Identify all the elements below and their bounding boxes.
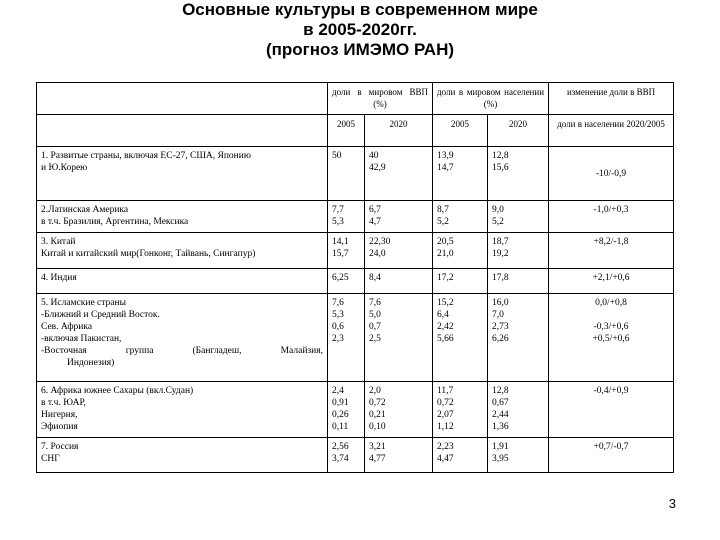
region-east-word: (Бангладеш,	[192, 346, 242, 356]
gdp2005-cell	[328, 438, 365, 473]
pop2005-value: 8,7	[437, 205, 449, 215]
pop2005-cell	[433, 438, 488, 473]
title-line-1: Основные культуры в современном мире	[182, 0, 538, 19]
pop2005-value: 5,66	[437, 334, 454, 344]
gdp2020-cell	[365, 269, 433, 294]
pop2005-cell	[433, 233, 488, 269]
change-cell	[549, 147, 674, 201]
pop2005-value: 20,5	[437, 237, 454, 247]
pop2005-cell	[433, 147, 488, 201]
gdp2020-cell	[365, 233, 433, 269]
header-change-sub: доли в населении 2020/2005	[549, 115, 674, 147]
gdp2005-cell	[328, 233, 365, 269]
region-line: 7. Россия	[41, 442, 79, 452]
pop2005-value: 5,2	[437, 217, 449, 227]
gdp2005-cell	[328, 382, 365, 438]
pop2005-value: 21,0	[437, 249, 454, 259]
region-line: 6. Африка южнее Сахары (вкл.Судан)	[41, 386, 194, 396]
gdp2020-value: 4,77	[369, 454, 386, 464]
pop2020-cell	[488, 269, 549, 294]
gdp2020-value: 3,21	[369, 442, 386, 452]
region-line: 4. Индия	[41, 273, 77, 283]
region-line: Китай и китайский мир(Гонконг, Тайвань, Сингапур)	[41, 249, 256, 259]
region-east-word: Малайзия,	[280, 346, 323, 356]
pop2020-cell	[488, 201, 549, 233]
gdp2020-value: 40	[369, 151, 379, 161]
pop2005-value: 2,42	[437, 322, 454, 332]
gdp2020-cell	[365, 201, 433, 233]
pop2005-cell	[433, 294, 488, 382]
gdp2020-value: 0,21	[369, 410, 386, 420]
pop2005-cell	[433, 201, 488, 233]
header-pop-2005: 2005	[433, 115, 488, 147]
header-change: изменение доли в ВВП	[549, 83, 674, 115]
region-line: СНГ	[41, 454, 60, 464]
change-value: -0,3/+0,6	[593, 322, 629, 332]
region-line: и Ю.Корею	[41, 163, 88, 173]
gdp2020-cell	[365, 147, 433, 201]
pop2020-value: 7,0	[492, 310, 504, 320]
pop2020-value: 9,0	[492, 205, 504, 215]
pop2005-value: 0,72	[437, 398, 454, 408]
gdp2005-cell	[328, 294, 365, 382]
gdp2005-value: 14,1	[332, 237, 349, 247]
region-line: Эфиопия	[41, 422, 78, 432]
pop2020-value: 16,0	[492, 298, 509, 308]
header-pop-share: доли в мировом населении (%)	[433, 83, 549, 115]
gdp2005-value: 0,11	[332, 422, 349, 432]
gdp2005-value: 7,7	[332, 205, 344, 215]
pop2020-value: 1,36	[492, 422, 509, 432]
region-line: в т.ч. Бразилия, Аргентина, Мексика	[41, 217, 189, 227]
pop2020-cell	[488, 438, 549, 473]
change-value: -0,4/+0,9	[593, 386, 629, 396]
pop2005-cell	[433, 269, 488, 294]
gdp2020-cell	[365, 382, 433, 438]
pop2020-value: 12,8	[492, 386, 509, 396]
gdp2005-value: 5,3	[332, 310, 344, 320]
gdp2005-cell	[328, 269, 365, 294]
gdp2020-value: 2,5	[369, 334, 381, 344]
region-line: 1. Развитые страны, включая ЕС-27, США, Японию	[41, 151, 251, 161]
region-line: -включая Пакистан,	[41, 334, 122, 344]
pop2020-value: 2,44	[492, 410, 509, 420]
change-value: +0,7/-0,7	[593, 442, 629, 452]
table-row	[37, 201, 674, 233]
gdp2005-value: 0,6	[332, 322, 344, 332]
gdp2005-value: 15,7	[332, 249, 349, 259]
gdp2020-value: 2,0	[369, 386, 381, 396]
gdp2005-value: 3,74	[332, 454, 349, 464]
gdp2020-value: 6,7	[369, 205, 381, 215]
gdp2020-value: 7,6	[369, 298, 381, 308]
gdp2005-cell	[328, 147, 365, 201]
region-line: Индонезия)	[67, 358, 115, 368]
header-gdp-2005: 2005	[328, 115, 365, 147]
region-line: 2.Латинская Америка	[41, 205, 129, 215]
change-cell	[549, 382, 674, 438]
gdp2005-value: 7,6	[332, 298, 344, 308]
change-cell	[549, 233, 674, 269]
header-gdp-2020: 2020	[365, 115, 433, 147]
region-line: -Ближний и Средний Восток.	[41, 310, 160, 320]
pop2020-value: 18,7	[492, 237, 509, 247]
gdp2005-value: 2,56	[332, 442, 349, 452]
title-line-2: в 2005-2020гг.	[303, 20, 417, 39]
pop2005-value: 14,7	[437, 163, 454, 173]
header-empty-cell	[37, 115, 328, 147]
pop2005-value: 4,47	[437, 454, 454, 464]
pop2005-value: 15,2	[437, 298, 454, 308]
header-gdp-share: доли в мировом ВВП (%)	[328, 83, 433, 115]
pop2005-value: 11,7	[437, 386, 454, 396]
gdp2020-value: 5,0	[369, 310, 381, 320]
gdp2020-cell	[365, 438, 433, 473]
pop2020-value: 6,26	[492, 334, 509, 344]
region-cell	[37, 294, 328, 382]
gdp2005-value: 6,25	[332, 273, 349, 283]
pop2020-cell	[488, 233, 549, 269]
gdp2005-value: 2,4	[332, 386, 344, 396]
pop2005-value: 2,07	[437, 410, 454, 420]
pop2005-value: 2,23	[437, 442, 454, 452]
change-cell	[549, 269, 674, 294]
gdp2020-value: 22,30	[369, 237, 391, 247]
change-value	[553, 309, 669, 321]
table-row	[37, 294, 674, 382]
pop2020-value: 12,8	[492, 151, 509, 161]
pop2005-value: 1,12	[437, 422, 454, 432]
pop2020-value: 15,6	[492, 163, 509, 173]
header-pop-2020: 2020	[488, 115, 549, 147]
pop2005-value: 6,4	[437, 310, 449, 320]
pop2020-value: 17,8	[492, 273, 509, 283]
slide-title	[0, 0, 720, 60]
gdp2005-value: 0,26	[332, 410, 349, 420]
region-line: в т.ч. ЮАР,	[41, 398, 86, 408]
gdp2005-value: 5,3	[332, 217, 344, 227]
change-value: -10/-0,9	[595, 168, 627, 179]
gdp2020-value: 24,0	[369, 249, 386, 259]
header-row-2	[37, 115, 674, 147]
pop2020-cell	[488, 294, 549, 382]
data-table	[36, 82, 674, 473]
region-cell	[37, 147, 328, 201]
gdp2020-value: 8,4	[369, 273, 381, 283]
region-cell	[37, 233, 328, 269]
pop2020-cell	[488, 382, 549, 438]
pop2020-value: 0,67	[492, 398, 509, 408]
region-cell	[37, 201, 328, 233]
pop2020-value: 3,95	[492, 454, 509, 464]
pop2005-cell	[433, 382, 488, 438]
header-row-1	[37, 83, 674, 115]
region-line: Нигерия,	[41, 410, 78, 420]
gdp2005-cell	[328, 201, 365, 233]
region-cell	[37, 382, 328, 438]
gdp2020-value: 42,9	[369, 163, 386, 173]
gdp2005-value: 50	[332, 151, 342, 161]
title-line-3: (прогноз ИМЭМО РАН)	[265, 40, 455, 59]
pop2020-value: 19,2	[492, 249, 509, 259]
pop2005-value: 13,9	[437, 151, 454, 161]
region-east-line	[41, 345, 323, 357]
table-row	[37, 438, 674, 473]
header-empty-cell	[37, 83, 328, 115]
region-cell	[37, 269, 328, 294]
region-cell	[37, 438, 328, 473]
change-value: +8,2/-1,8	[593, 237, 629, 247]
region-line: 3. Китай	[41, 237, 76, 247]
gdp2005-value: 2,3	[332, 334, 344, 344]
change-value: +2,1/+0,6	[592, 273, 630, 283]
region-east-word: группа	[125, 346, 154, 356]
region-line: 5. Исламские страны	[41, 298, 126, 308]
table-row	[37, 233, 674, 269]
page-number: 3	[668, 496, 676, 511]
pop2020-value: 5,2	[492, 217, 504, 227]
change-value: -1,0/+0,3	[593, 205, 629, 215]
pop2020-cell	[488, 147, 549, 201]
gdp2020-value: 0,10	[369, 422, 386, 432]
table-row	[37, 382, 674, 438]
table-row	[37, 147, 674, 201]
pop2020-value: 1,91	[492, 442, 509, 452]
change-cell	[549, 294, 674, 382]
change-value: +0,5/+0,6	[592, 334, 630, 344]
gdp2020-value: 0,72	[369, 398, 386, 408]
gdp2020-value: 4,7	[369, 217, 381, 227]
change-cell	[549, 201, 674, 233]
region-line: Сев. Африка	[41, 322, 93, 332]
pop2020-value: 2,73	[492, 322, 509, 332]
table-row	[37, 269, 674, 294]
gdp2005-value: 0,91	[332, 398, 349, 408]
pop2005-value: 17,2	[437, 273, 454, 283]
gdp2020-cell	[365, 294, 433, 382]
gdp2020-value: 0,7	[369, 322, 381, 332]
change-cell	[549, 438, 674, 473]
change-value: 0,0/+0,8	[595, 298, 627, 308]
region-east-word: -Восточная	[41, 346, 87, 356]
